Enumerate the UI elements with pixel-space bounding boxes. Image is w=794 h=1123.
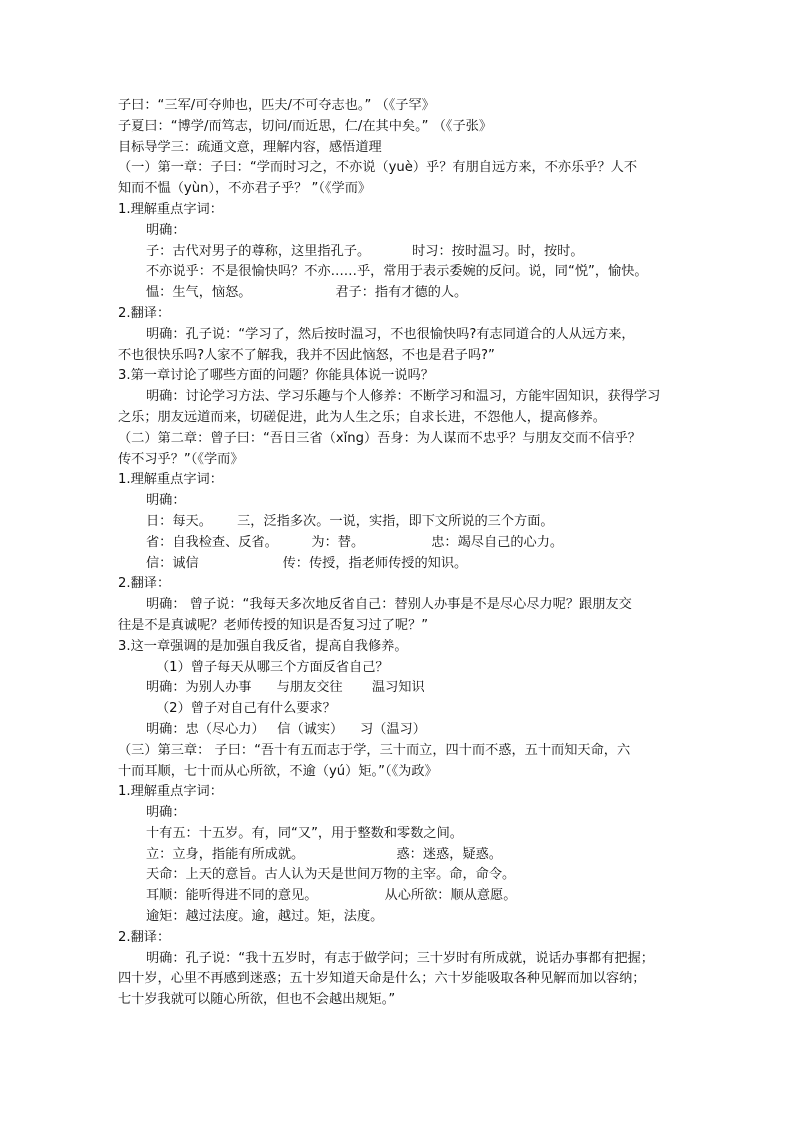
gloss-line: 省：自我检查、反省。 为：替。 忠：竭尽自己的心力。 [146, 534, 564, 550]
chapter-1-text: （一）第一章：子曰：“学而时习之，不亦说（yuè）乎？有朋自远方来，不亦乐乎？人不 [118, 160, 638, 176]
gloss-line: 子：古代对男子的尊称，这里指孔子。 时习：按时温习。时，按时。 [146, 243, 584, 259]
translation-line: 明确：孔子说：“我十五岁时，有志于做学问；三十岁时有所成就，说话办事都有把握； [146, 950, 654, 966]
translation-line: 往是不是真诚呢？老师传授的知识是否复习过了呢？” [118, 617, 429, 633]
chapter-3-text: （三）第三章： 子曰：“吾十有五而志于学，三十而立，四十而不惑，五十而知天命，六 [118, 742, 631, 758]
question-heading: 1.理解重点字词： [118, 472, 223, 488]
quote-zizhang: 子夏曰：“博学/而笃志，切问/而近思，仁/在其中矣。” （《子张》 [118, 118, 493, 134]
translation-line: 明确： 曾子说：“我每天多次地反省自己：替别人办事是不是尽心尽力呢？跟朋友交 [146, 597, 632, 613]
quote-zihan: 子曰：“三军/可夺帅也，匹夫/不可夺志也。” （《子罕》 [118, 98, 435, 113]
gloss-line: 十有五：十五岁。有，同“又”，用于整数和零数之间。 [146, 825, 463, 841]
question-heading: 1.理解重点字词： [118, 784, 223, 800]
gloss-line: 立：立身，指能有所成就。 惑：迷惑，疑惑。 [146, 846, 502, 862]
question-heading: 2.翻译： [118, 305, 171, 321]
answer-label: 明确： [146, 222, 186, 238]
question-heading: 2.翻译： [118, 929, 171, 945]
sub-question: （2）曾子对自己有什么要求？ [156, 701, 336, 717]
section-heading: 目标导学三：疏通文意，理解内容，感悟道理 [118, 139, 382, 155]
question-heading: 3.这一章强调的是加强自我反省，提高自我修养。 [118, 638, 408, 654]
gloss-line: 愠：生气，恼怒。 君子：指有才德的人。 [146, 285, 468, 301]
gloss-line: 信：诚信 传：传授，指老师传授的知识。 [146, 555, 468, 571]
translation-line: 四十岁，心里不再感到迷惑；五十岁知道天命是什么；六十岁能吸取各种见解而加以容纳； [118, 971, 646, 987]
gloss-line: 日：每天。 三，泛指多次。一说，实指，即下文所说的三个方面。 [146, 513, 554, 529]
answer-line: 明确：忠（尽心力） 信（诚实） 习（温习） [146, 721, 426, 737]
gloss-line: 耳顺：能听得进不同的意见。 从心所欲：顺从意愿。 [146, 888, 517, 904]
chapter-1-text-cont: 知而不愠（yùn），不亦君子乎？ ”（《学而》 [118, 181, 372, 197]
question-heading: 1.理解重点字词： [118, 201, 223, 217]
chapter-3-text-cont: 十而耳顺，七十而从心所欲，不逾（yú）矩。”（《为政》 [118, 763, 438, 779]
question-heading: 3.第一章讨论了哪些方面的问题？你能具体说一说吗？ [118, 368, 434, 384]
chapter-2-text-cont: 传不习乎？”（《学而》 [118, 451, 244, 467]
gloss-line: 逾矩：越过法度。逾，越过。矩，法度。 [146, 909, 384, 925]
answer-line: 明确：为别人办事 与朋友交往 温习知识 [146, 680, 425, 696]
answer-line: 明确：讨论学习方法、学习乐趣与个人修养：不断学习和温习，方能牢固知识，获得学习 [146, 389, 661, 405]
gloss-line: 天命：上天的意旨。古人认为天是世间万物的主宰。命，命令。 [146, 867, 516, 883]
question-heading: 2.翻译： [118, 576, 171, 592]
translation-line: 七十岁我就可以随心所欲，但也不会越出规矩。” [118, 992, 396, 1008]
answer-line: 之乐；朋友远道而来，切磋促进，此为人生之乐；自求长进，不怨他人，提高修养。 [118, 409, 606, 425]
translation-line: 明确：孔子说：“学习了，然后按时温习，不也很愉快吗?有志同道合的人从远方来， [146, 326, 635, 342]
answer-label: 明确： [146, 805, 186, 821]
translation-line: 不也很快乐吗?人家不了解我，我并不因此恼怒，不也是君子吗?” [118, 347, 495, 363]
sub-question: （1）曾子每天从哪三个方面反省自己？ [156, 659, 389, 675]
gloss-line: 不亦说乎：不是很愉快吗？不亦……乎，常用于表示委婉的反问。说，同“悦”，愉快。 [146, 264, 648, 280]
answer-label: 明确： [146, 493, 186, 509]
lesson-text [118, 96, 678, 1011]
chapter-2-text: （二）第二章：曾子曰：“吾日三省（xǐng）吾身：为人谋而不忠乎？与朋友交而不信乎？ [118, 430, 641, 446]
